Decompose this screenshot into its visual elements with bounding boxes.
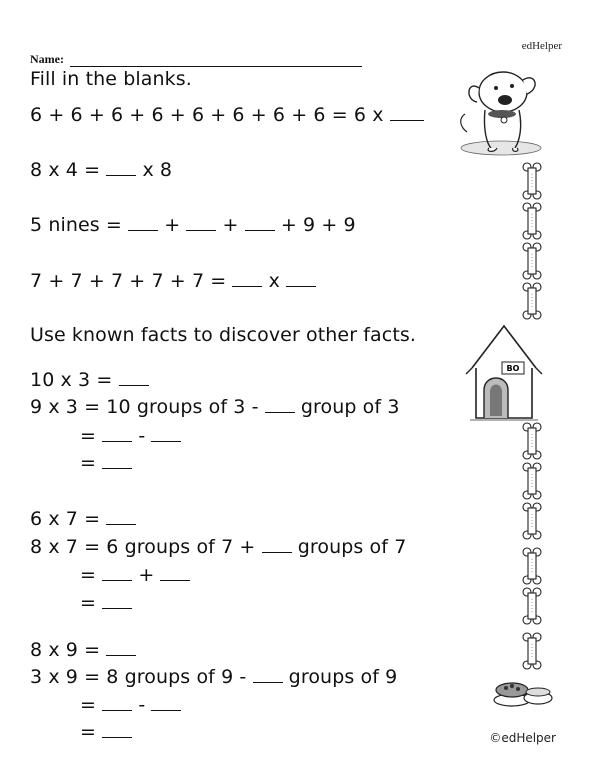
answer-blank [106, 159, 136, 176]
minus-sign: - [138, 425, 146, 447]
derive-fact-tail: groups of 9 [288, 666, 398, 688]
fact-group-2-step-1 [80, 564, 190, 586]
known-fact-text: 10 x 3 = [30, 369, 113, 391]
bone-icon [523, 423, 541, 459]
answer-blank [186, 214, 216, 231]
answer-blank [265, 396, 295, 413]
bone-icon [523, 243, 541, 279]
answer-blank [106, 508, 136, 525]
dog-illustration [455, 62, 547, 162]
minus-sign: - [138, 694, 146, 716]
question-2 [30, 159, 172, 181]
answer-blank [102, 694, 132, 711]
answer-blank [102, 452, 132, 469]
fact-group-1-derive [30, 396, 400, 418]
fact-group-1-step-2 [80, 452, 132, 474]
question-3 [30, 214, 356, 236]
answer-blank [102, 721, 132, 738]
answer-blank [119, 369, 149, 386]
bone-icon [523, 503, 541, 539]
answer-blank [151, 425, 181, 442]
derive-fact-text: 8 x 7 = 6 groups of 7 + [30, 536, 256, 558]
known-fact-text: 8 x 9 = [30, 639, 101, 661]
answer-blank [390, 104, 424, 121]
equals-sign: = [80, 425, 97, 447]
bone-icon [523, 163, 541, 199]
question-1-text: 6 + 6 + 6 + 6 + 6 + 6 + 6 + 6 = 6 x [30, 104, 384, 126]
derive-fact-tail: groups of 7 [297, 536, 407, 558]
answer-blank [102, 425, 132, 442]
question-4-left: 7 + 7 + 7 + 7 + 7 = [30, 270, 227, 292]
derive-fact-tail: group of 3 [300, 396, 400, 418]
bone-border [518, 162, 546, 672]
dog-bowls-illustration [490, 670, 556, 710]
bone-icon [523, 203, 541, 239]
name-line [70, 54, 362, 67]
bone-icon [523, 283, 541, 319]
answer-blank [160, 564, 190, 581]
answer-blank [102, 592, 132, 609]
equals-sign: = [80, 592, 97, 614]
derive-fact-text: 9 x 3 = 10 groups of 3 - [30, 396, 259, 418]
fact-group-1-known [30, 369, 149, 391]
fact-group-3-derive [30, 666, 397, 688]
equals-sign: = [80, 564, 97, 586]
answer-blank [286, 270, 316, 287]
plus-sign: + [222, 214, 239, 236]
bone-icon [523, 633, 541, 669]
question-4 [30, 270, 316, 292]
name-field [30, 52, 362, 67]
answer-blank [128, 214, 158, 231]
equals-sign: = [80, 721, 97, 743]
bone-icon [523, 588, 541, 624]
known-fact-text: 6 x 7 = [30, 508, 101, 530]
answer-blank [253, 666, 283, 683]
instruction-known-facts: Use known facts to discover other facts. [30, 324, 417, 346]
equals-sign: = [80, 694, 97, 716]
answer-blank [262, 536, 292, 553]
bone-icon [523, 463, 541, 499]
name-label: Name: [30, 52, 64, 66]
answer-blank [245, 214, 275, 231]
fact-group-2-known [30, 508, 136, 530]
times-sign: x [268, 270, 280, 292]
answer-blank [151, 694, 181, 711]
answer-blank [232, 270, 262, 287]
derive-fact-text: 3 x 9 = 8 groups of 9 - [30, 666, 247, 688]
question-1 [30, 104, 424, 126]
question-2-right: x 8 [142, 159, 173, 181]
doghouse-sign-text: BO [506, 364, 520, 373]
fact-group-3-known [30, 639, 136, 661]
copyright-label: ©edHelper [489, 731, 556, 745]
fact-group-1-step-1 [80, 425, 181, 447]
brand-label: edHelper [521, 40, 562, 52]
plus-sign: + [164, 214, 181, 236]
plus-sign: + [138, 564, 155, 586]
instruction-fill-blanks: Fill in the blanks. [30, 68, 192, 90]
fact-group-3-step-2 [80, 721, 132, 743]
question-3-left: 5 nines = [30, 214, 122, 236]
bone-icon [523, 548, 541, 584]
answer-blank [102, 564, 132, 581]
fact-group-2-derive [30, 536, 406, 558]
fact-group-2-step-2 [80, 592, 132, 614]
equals-sign: = [80, 452, 97, 474]
fact-group-3-step-1 [80, 694, 181, 716]
question-3-tail: + 9 + 9 [280, 214, 356, 236]
question-2-left: 8 x 4 = [30, 159, 101, 181]
answer-blank [106, 639, 136, 656]
